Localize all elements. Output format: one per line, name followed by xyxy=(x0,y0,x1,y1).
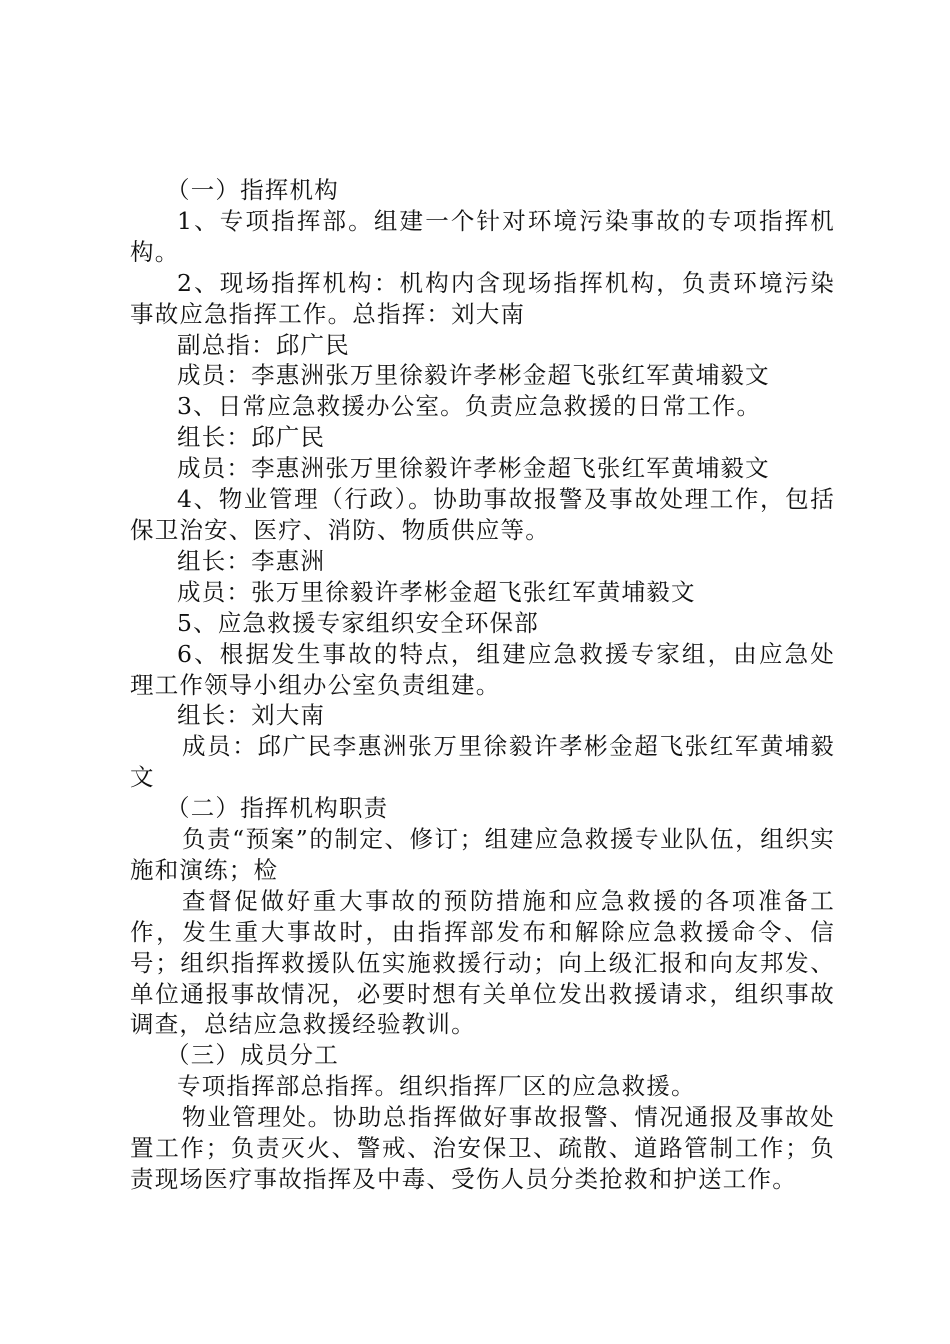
paragraph-team-leader-1: 组长：邱广民 xyxy=(177,423,326,452)
paragraph-members-2: 成员：李惠洲张万里徐毅许孝彬金超飞张红军黄埔毅文 xyxy=(177,454,770,483)
paragraph-team-leader-2: 组长：李惠洲 xyxy=(177,546,326,575)
paragraph-division-commander: 专项指挥部总指挥。组织指挥厂区的应急救援。 xyxy=(177,1072,696,1101)
paragraph-members-4: 成员：邱广民李惠洲张万里徐毅许孝彬金超飞张红军黄埔毅文 xyxy=(130,732,835,792)
paragraph-onsite-command: 2、现场指挥机构：机构内含现场指挥机构，负责环境污染事故应急指挥工作。总指挥：刘大南 xyxy=(130,268,835,328)
paragraph-expert-org: 5、应急救援专家组织安全环保部 xyxy=(177,608,539,637)
paragraph-members-3: 成员：张万里徐毅许孝彬金超飞张红军黄埔毅文 xyxy=(177,577,696,606)
section-heading-command-duties: （二）指挥机构职责 xyxy=(166,794,389,823)
paragraph-division-property: 物业管理处。协助总指挥做好事故报警、情况通报及事故处置工作；负责灭火、警戒、治安保卫、疏散、道路管制工作；负责现场医疗事故指挥及中毒、受伤人员分类抢救和护送工作。 xyxy=(130,1103,835,1193)
paragraph-team-leader-3: 组长：刘大南 xyxy=(177,701,326,730)
paragraph-deputy-commander: 副总指：邱广民 xyxy=(177,330,350,359)
paragraph-daily-office: 3、日常应急救援办公室。负责应急救援的日常工作。 xyxy=(177,392,762,421)
section-heading-command-structure: （一）指挥机构 xyxy=(166,176,339,204)
document-body xyxy=(130,175,835,1195)
paragraph-members-1: 成员：李惠洲张万里徐毅许孝彬金超飞张红军黄埔毅文 xyxy=(177,361,770,390)
paragraph-duties-1: 负责“预案”的制定、修订；组建应急救援专业队伍，组织实施和演练；检 xyxy=(130,825,835,884)
paragraph-expert-group: 6、根据发生事故的特点，组建应急救援专家组，由应急处理工作领导小组办公室负责组建。 xyxy=(130,639,835,699)
paragraph-property-management: 4、物业管理（行政）。协助事故报警及事故处理工作，包括保卫治安、医疗、消防、物质供应等。 xyxy=(130,485,835,544)
section-heading-member-division: （三）成员分工 xyxy=(166,1041,339,1070)
paragraph-duties-2: 查督促做好重大事故的预防措施和应急救援的各项准备工作，发生重大事故时，由指挥部发布和解除应急救援命令、信号；组织指挥救援队伍实施救援行动；向上级汇报和向友邦发、单位通报事故情况，必要时想有关单位发出救援请求，组织事故调查，总结应急救援经验教训。 xyxy=(130,886,835,1039)
paragraph-special-command: 1、专项指挥部。组建一个针对环境污染事故的专项指挥机构。 xyxy=(130,206,835,266)
